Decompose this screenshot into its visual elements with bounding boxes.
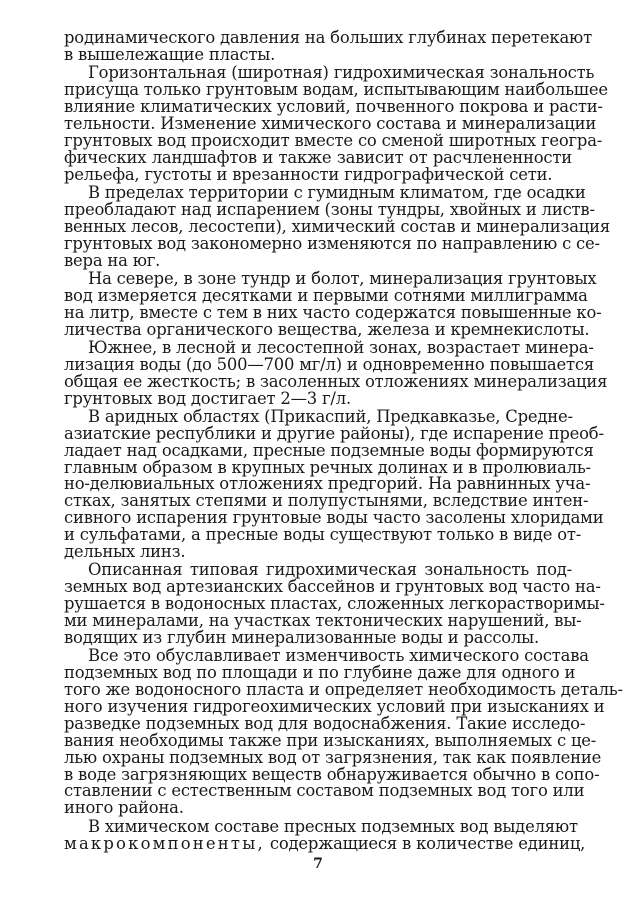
text-line: лизация воды (до 500—700 мг/л) и одновременно повышается [64,354,594,374]
text-line: личества органического вещества, железа и кремнекислоты. [64,319,590,339]
text-line: разведке подземных вод для водоснабжения. Такие исследо- [64,713,586,733]
text-line: и сульфатами, а пресные воды существуют только в виде от- [64,525,582,545]
text-line: венных лесов, лесостепи), химический состав и минерализация [64,216,610,236]
text-line: рушается в водоносных пластах, сложенных легкорастворимы- [64,594,605,614]
text-line: ставлении с естественным составом подземных вод того или [64,781,585,801]
text-line: лью охраны подземных вод от загрязнения, так как появление [64,747,602,767]
text-line: иного района. [64,798,184,818]
paragraph-start-line: В пределах территории с гумидным климатом, где осадки [88,182,586,202]
text-line [64,833,586,853]
text-line: рельефа, густоты и врезанности гидрографической сети. [64,164,553,184]
page-number: 7 [313,856,323,872]
text-line: тельности. Изменение химического состава и минерализации [64,113,597,133]
text-line: дельных линз. [64,542,186,561]
text-line: грунтовых вод закономерно изменяются по направлению с се- [64,233,600,253]
text-line: влияние климатических условий, почвенного покрова и расти- [64,97,603,116]
text-line: но-делювиальных отложениях предгорий. На равнинных уча- [64,474,591,494]
text-line: ми минералами, на участках тектонических нарушений, вы- [64,611,582,630]
paragraph-start-line: Горизонтальная (широтная) гидрохимическая зональность [88,63,595,83]
text-line: подземных вод по площади и по глубине даже для одного и [64,663,576,683]
paragraph-start-line: На севере, в зоне тундр и болот, минерализация грунтовых [88,268,597,288]
text-line: водящих из глубин минерализованные воды и рассолы. [64,627,540,647]
text-line: на литр, вместе с тем в них часто содержатся повышенные ко- [64,302,602,322]
text-line: сивного испарения грунтовые воды часто засолены хлоридами [64,508,604,528]
paragraph-start-line: Южнее, в лесной и лесостепной зонах, возрастает минера- [88,337,594,357]
text-line: вод измеряется десятками и первыми сотнями миллиграмма [64,285,588,305]
paragraph-start-line: В химическом составе пресных подземных вод выделяют [88,816,578,836]
text-line: азиатские республики и другие районы), где испарение преоб- [64,423,604,443]
text-line: ладает над осадками, пресные подземные воды формируются [64,440,594,460]
text-line: грунтовых вод происходит вместе со сменой широтных геогра- [64,130,603,150]
text-line: грунтовых вод достигает 2—3 г/л. [64,388,351,408]
paragraph-start-line: Описанная типовая гидрохимическая зональность под- [88,560,572,580]
emphasized-term: макрокомпоненты, [64,833,265,853]
paragraph-start-line: Все это обуславливает изменчивость химического состава [88,646,589,666]
text-line: родинамического давления на больших глубинах перетекают [64,28,592,47]
text-line: фических ландшафтов и также зависит от расчлененности [64,147,572,167]
text-line: ного изучения гидрогеохимических условий при изысканиях и [64,696,605,716]
text-line: стках, занятых степями и полупустынями, вследствие интен- [64,491,589,511]
text-line: того же водоносного пласта и определяет необходимость деталь- [64,680,623,699]
text-line: вера на юг. [64,250,161,270]
text-line: в вышележащие пласты. [64,44,276,64]
text-fragment: содержащиеся в количестве единиц, [264,833,586,853]
text-line: в воде загрязняющих веществ обнаруживается обычно в сопо- [64,764,600,784]
text-line: земных вод артезианских бассейнов и грунтовых вод часто на- [64,577,601,597]
text-line: общая ее жесткость; в засоленных отложениях минерализация [64,371,608,391]
text-line: присуща только грунтовым водам, испытывающим наибольшее [64,80,608,100]
paragraph-start-line: В аридных областях (Прикаспий, Предкавказье, Средне- [88,406,573,426]
text-line: вания необходимы также при изысканиях, выполняемых с це- [64,730,597,750]
text-line: преобладают над испарением (зоны тундры, хвойных и листв- [64,199,595,219]
text-line: главным образом в крупных речных долинах и в пролювиаль- [64,457,591,477]
